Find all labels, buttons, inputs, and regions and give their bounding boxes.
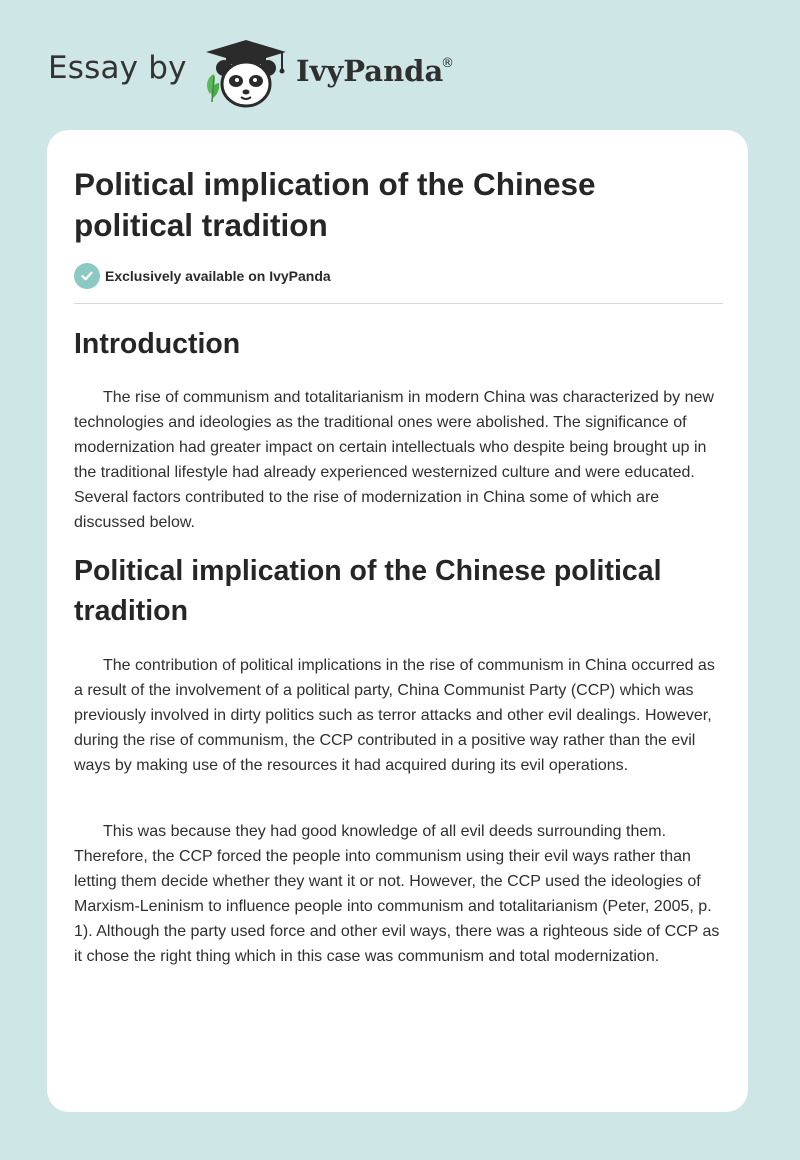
exclusive-badge (74, 263, 331, 289)
check-circle-icon (74, 263, 100, 289)
paragraph-political-implication-1: The contribution of political implications in the rise of communism in China occurred as a result of the involvement of a political party, China Communist Party (CCP) which was previously involved in dirty politics such as terror attacks and other evil dealings. However, during the rise of communism, the CCP contributed in a positive way rather than the evil ways by making use of the resources it had acquired during its evil operations. (74, 657, 715, 774)
section-heading-introduction: Introduction (74, 328, 241, 360)
site-header (0, 0, 800, 130)
paragraph-introduction-1: The rise of communism and totalitarianism in modern China was characterized by new technologies and ideologies as the traditional ones were abolished. The significance of modernization had greater impact on certain intellectuals who despite being brought up in the traditional lifestyle had already experienced westernized culture and were educated. Several factors contributed to the rise of modernization in China some of which are discussed below. (74, 389, 714, 531)
paragraph-political-implication-2: This was because they had good knowledge of all evil deeds surrounding them. Therefore, the CCP forced the people into communism using their evil ways rather than letting them decide whether they want it or not. However, the CCP used the ideologies of Marxism-Leninism to influence people into communism and totalitarianism (Peter, 2005, p. 1). Although the party used force and other evil ways, there was a righteous side of CCP as it chose the right thing which in this case was communism and total modernization. (74, 823, 720, 965)
panda-graduate-logo-icon[interactable] (200, 36, 292, 110)
brand-name[interactable]: IvyPanda (296, 54, 444, 88)
divider (74, 303, 723, 304)
essay-card (47, 130, 748, 1112)
page-title: Political implication of the Chinese political tradition (74, 166, 596, 243)
section-heading-political-implication: Political implication of the Chinese political tradition (74, 555, 662, 627)
essay-by-label: Essay by (48, 50, 187, 86)
badge-text: Exclusively available on IvyPanda (105, 268, 331, 284)
registered-mark: ® (441, 56, 454, 71)
